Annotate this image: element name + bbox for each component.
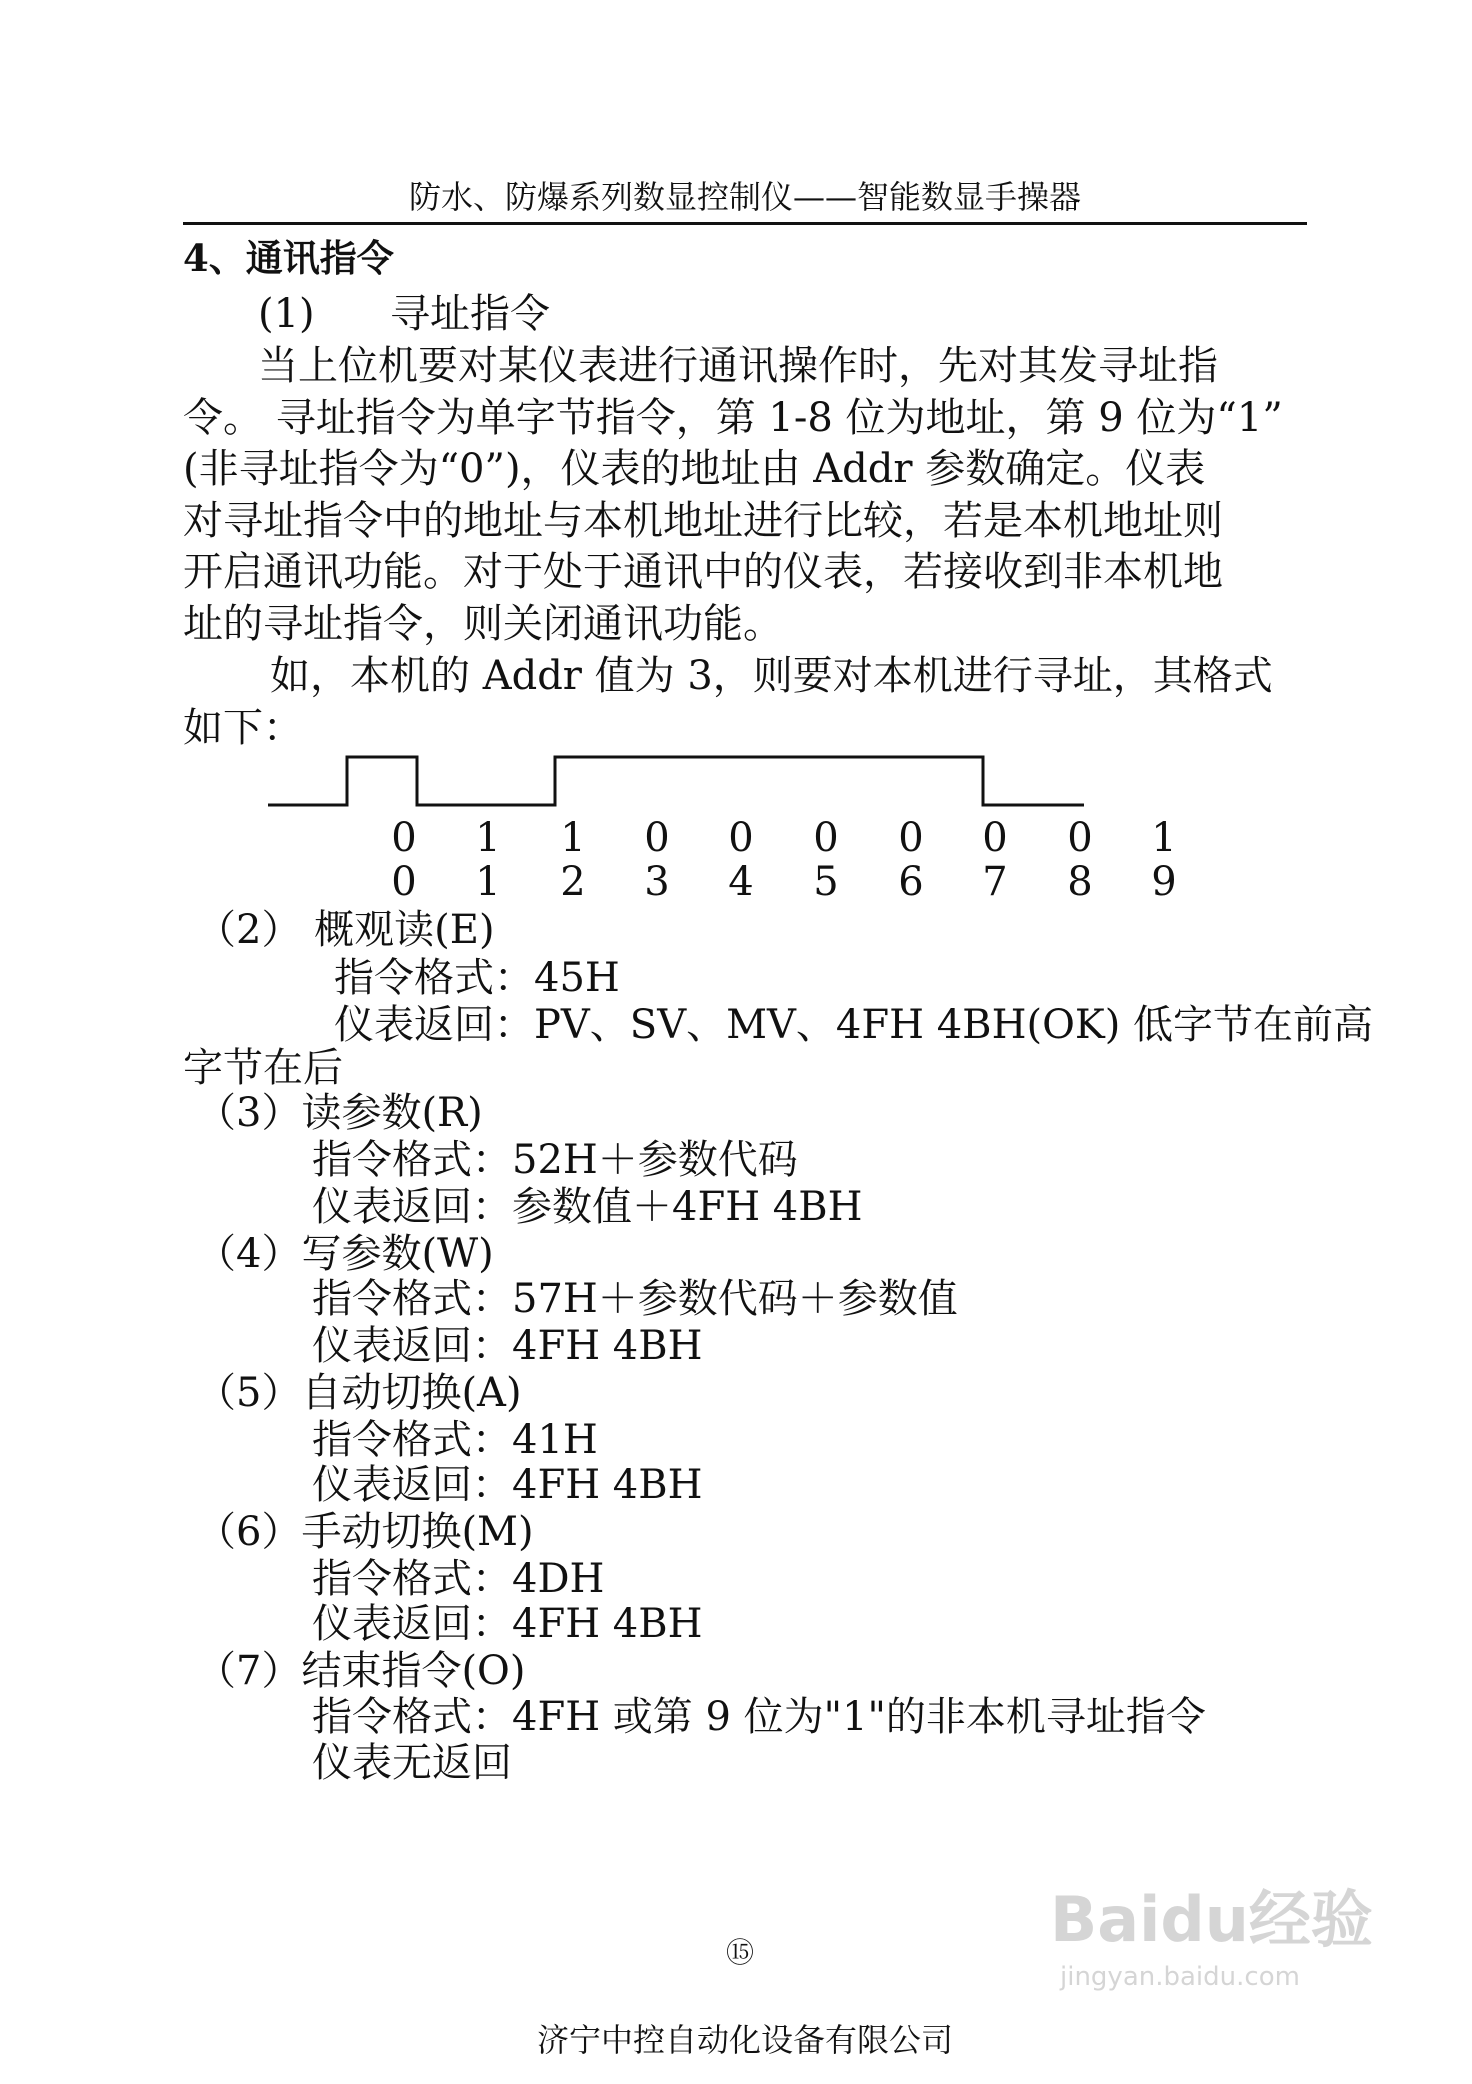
command-title: （6）手动切换(M) [196,1509,534,1555]
command-title: （3）读参数(R) [196,1090,483,1136]
bit-index: 6 [898,859,924,905]
command-return: 仪表返回：4FH 4BH [312,1323,703,1369]
bit-index: 4 [728,859,754,905]
bit-value: 0 [391,815,417,861]
command-format: 指令格式：52H＋参数代码 [312,1137,798,1183]
bit-value: 1 [475,815,501,861]
bit-index: 0 [391,859,417,905]
bit-value: 1 [560,815,586,861]
sub1-title: 寻址指令 [390,291,550,337]
command-format: 指令格式：4FH 或第 9 位为"1"的非本机寻址指令 [312,1694,1206,1740]
command-title: （4）写参数(W) [196,1231,494,1277]
bit-value: 1 [1151,815,1177,861]
bit-index: 5 [813,859,839,905]
section-heading: 4、通讯指令 [183,236,394,280]
bit-index: 7 [982,859,1008,905]
paragraph-line: 如，本机的 Addr 值为 3，则要对本机进行寻址，其格式 [270,653,1273,699]
baidu-jingyan-watermark [1050,1880,1400,2020]
paragraph-line: 址的寻址指令，则关闭通讯功能。 [183,601,783,647]
paragraph-line: 当上位机要对某仪表进行通讯操作时，先对其发寻址指 [258,343,1218,389]
bit-value: 0 [898,815,924,861]
page-header-title: 防水、防爆系列数显控制仪——智能数显手操器 [408,178,1081,216]
page-number: ⑮ [725,1936,754,1969]
paragraph-line: (非寻址指令为“0”)，仪表的地址由 Addr 参数确定。仪表 [183,446,1206,492]
bit-value: 0 [982,815,1008,861]
bit-index: 8 [1067,859,1093,905]
bit-index: 9 [1151,859,1177,905]
paragraph-line: 开启通讯功能。对于处于通讯中的仪表，若接收到非本机地 [183,549,1223,595]
bit-value: 0 [1067,815,1093,861]
command-title: （2） 概观读(E) [196,907,495,953]
paragraph-line: 令。 寻址指令为单字节指令，第 1-8 位为地址，第 9 位为“1” [183,395,1283,441]
footer-company: 济宁中控自动化设备有限公司 [536,2021,953,2059]
command-format: 指令格式：4DH [312,1556,605,1602]
command-return: 仪表返回：4FH 4BH [312,1601,703,1647]
watermark-url: jingyan.baidu.com [1060,1962,1300,1992]
bit-value: 0 [728,815,754,861]
bit-index: 2 [560,859,586,905]
command-return: 仪表返回：4FH 4BH [312,1462,703,1508]
bit-value: 0 [813,815,839,861]
watermark-logo: Baidu经验 [1050,1883,1373,1956]
command-return: 仪表无返回 [312,1740,512,1786]
command-title: （7）结束指令(O) [196,1648,526,1694]
command-format: 指令格式：41H [312,1417,598,1463]
command-format: 指令格式：45H [334,955,620,1001]
command-return: 仪表返回：PV、SV、MV、4FH 4BH(OK) 低字节在前高 [334,1002,1374,1048]
bit-index: 1 [475,859,501,905]
command-title: （5）自动切换(A) [196,1370,522,1416]
command-return-continued: 字节在后 [183,1045,343,1091]
sub1-label: (1) [258,291,315,337]
command-return: 仪表返回：参数值＋4FH 4BH [312,1184,863,1230]
bit-value: 0 [644,815,670,861]
bit-index: 3 [644,859,670,905]
paragraph-line: 如下： [183,705,303,751]
command-format: 指令格式：57H＋参数代码＋参数值 [312,1276,958,1322]
address-waveform-diagram [0,0,1472,900]
waveform-line [268,757,1084,805]
paragraph-line: 对寻址指令中的地址与本机地址进行比较，若是本机地址则 [183,498,1223,544]
